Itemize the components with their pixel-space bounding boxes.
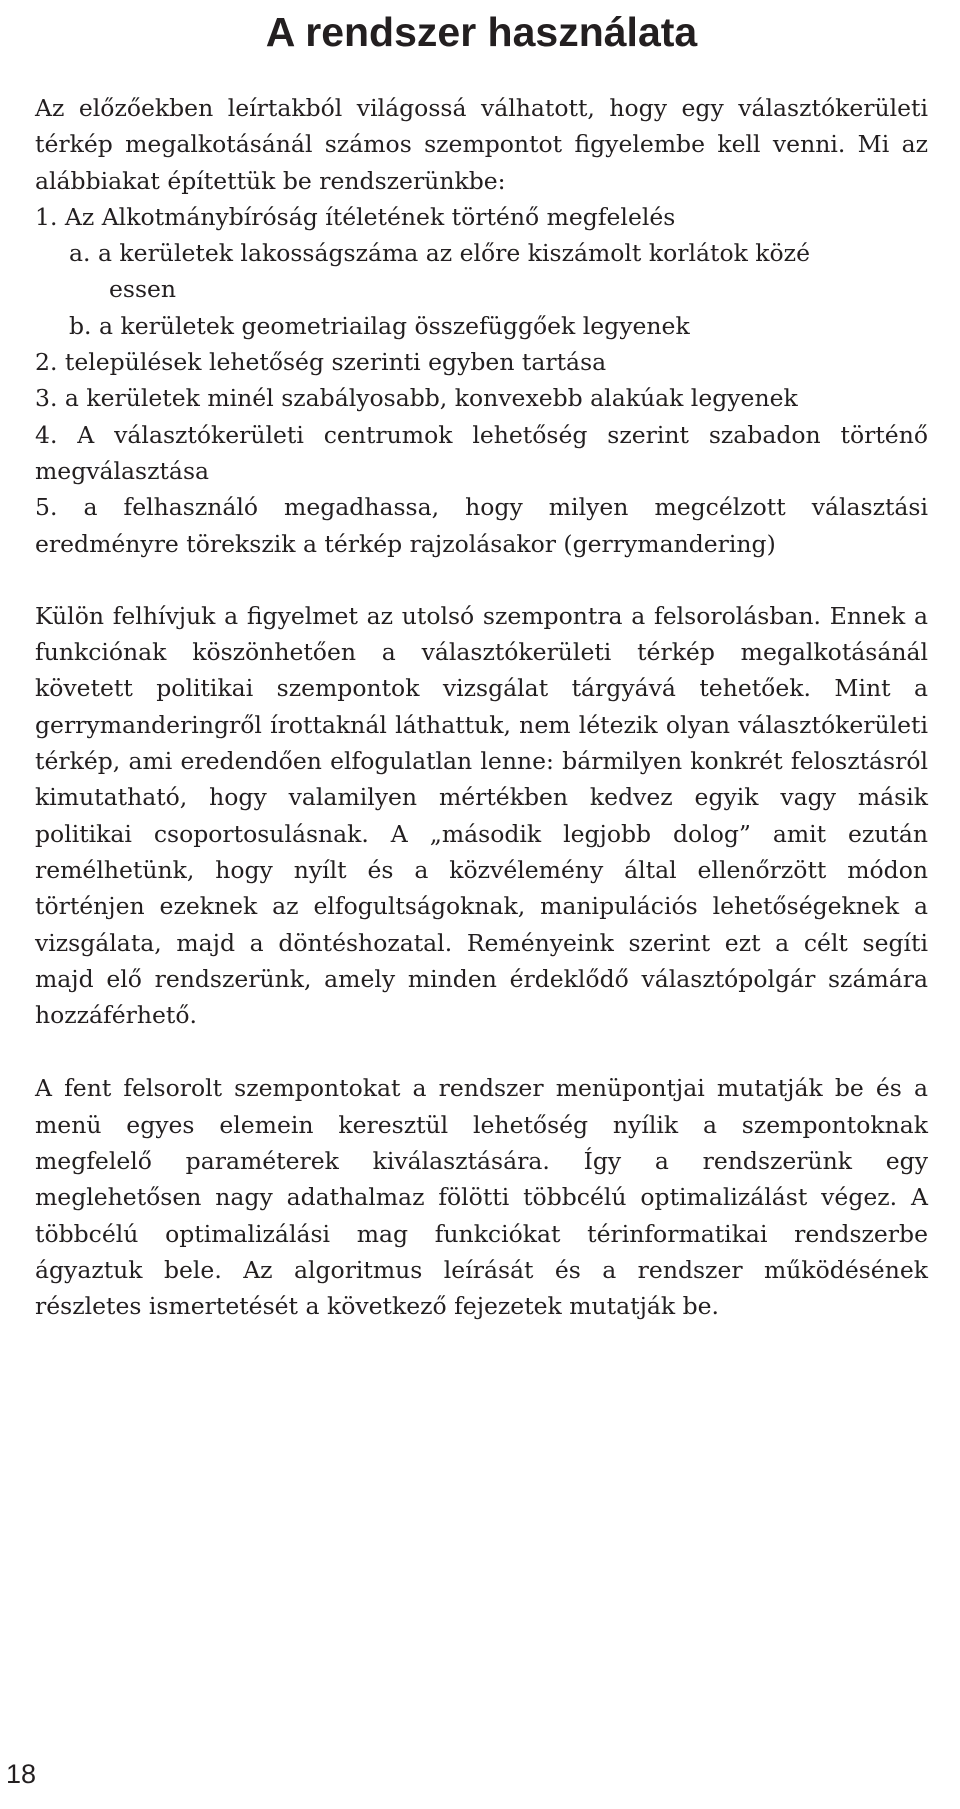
list-item bbox=[35, 380, 928, 416]
list-item-1a-continuation: essen bbox=[109, 275, 177, 304]
intro-paragraph: Az előzőekben leírtakból világossá válhatott, hogy egy választókerületi térkép megalkotásánál számos szempontot figyelembe kell venni. Mi az alábbiakat építettük be rendszerünkbe: bbox=[35, 94, 928, 195]
list-item bbox=[35, 489, 928, 562]
body-paragraph-2: Külön felhívjuk a figyelmet az utolsó szempontra a felsorolásban. Ennek a funkciónak köszönhetően a választókerületi térkép megalkotásánál követett politikai szempontok vizsgálat tárgyává tehetőek. Mint a gerrymanderingről írottaknál láthattuk, nem létezik olyan választókerületi térkép, ami eredendően elfogulatlan lenne: bármilyen konkrét felosztásról kimutatható, hogy valamilyen mértékben kedvez egyik vagy másik politikai csoportosulásnak. A „második legjobb dolog” amit ezután remélhetünk, hogy nyílt és a közvélemény által ellenőrzött módon történjen ezeknek az elfogultságoknak, manipulációs lehetőségeknek a vizsgálata, majd a döntéshozatal. Reményeink szerint ezt a célt segíti majd elő rendszerünk, amely minden érdeklődő választópolgár számára hozzáférhető. bbox=[35, 601, 928, 1030]
sub-list-item bbox=[69, 235, 928, 308]
requirements-list bbox=[35, 199, 928, 562]
list-item bbox=[35, 417, 928, 490]
list-item bbox=[35, 199, 928, 344]
list-item-2: 2. települések lehetőség szerinti egyben tartása bbox=[35, 348, 607, 377]
list-item-3: 3. a kerületek minél szabályosabb, konvexebb alakúak legyenek bbox=[35, 384, 798, 413]
body-paragraph-3: A fent felsorolt szempontokat a rendszer menüpontjai mutatják be és a menü egyes elemein keresztül lehetőség nyílik a szempontoknak megfelelő paraméterek kiválasztására. Így a rendszerünk egy meglehetősen nagy adathalmaz fölötti többcélú optimalizálást végez. A többcélú optimalizálási mag funkciókat térinformatikai rendszerbe ágyaztuk bele. Az algoritmus leírását és a rendszer működésének részletes ismertetését a következő fejezetek mutatják be. bbox=[35, 1074, 928, 1321]
list-item-5: 5. a felhasználó megadhassa, hogy milyen megcélzott választási eredményre törekszik a térkép rajzolásakor (gerrymandering) bbox=[35, 493, 928, 558]
sub-list bbox=[35, 235, 928, 344]
page-number: 18 bbox=[6, 1759, 37, 1789]
list-item-1: 1. Az Alkotmánybíróság ítéletének történő megfelelés bbox=[35, 202, 676, 231]
list-item-1b: b. a kerületek geometriailag összefüggőek legyenek bbox=[69, 311, 690, 340]
list-item-1a: a. a kerületek lakosságszáma az előre kiszámolt korlátok közé bbox=[69, 239, 810, 268]
list-item-4: 4. A választókerületi centrumok lehetőség szerint szabadon történő megválasztása bbox=[35, 420, 928, 485]
page-title: A rendszer használata bbox=[265, 9, 698, 55]
list-item bbox=[35, 344, 928, 380]
sub-list-item bbox=[69, 308, 928, 344]
document-page bbox=[35, 0, 928, 1325]
